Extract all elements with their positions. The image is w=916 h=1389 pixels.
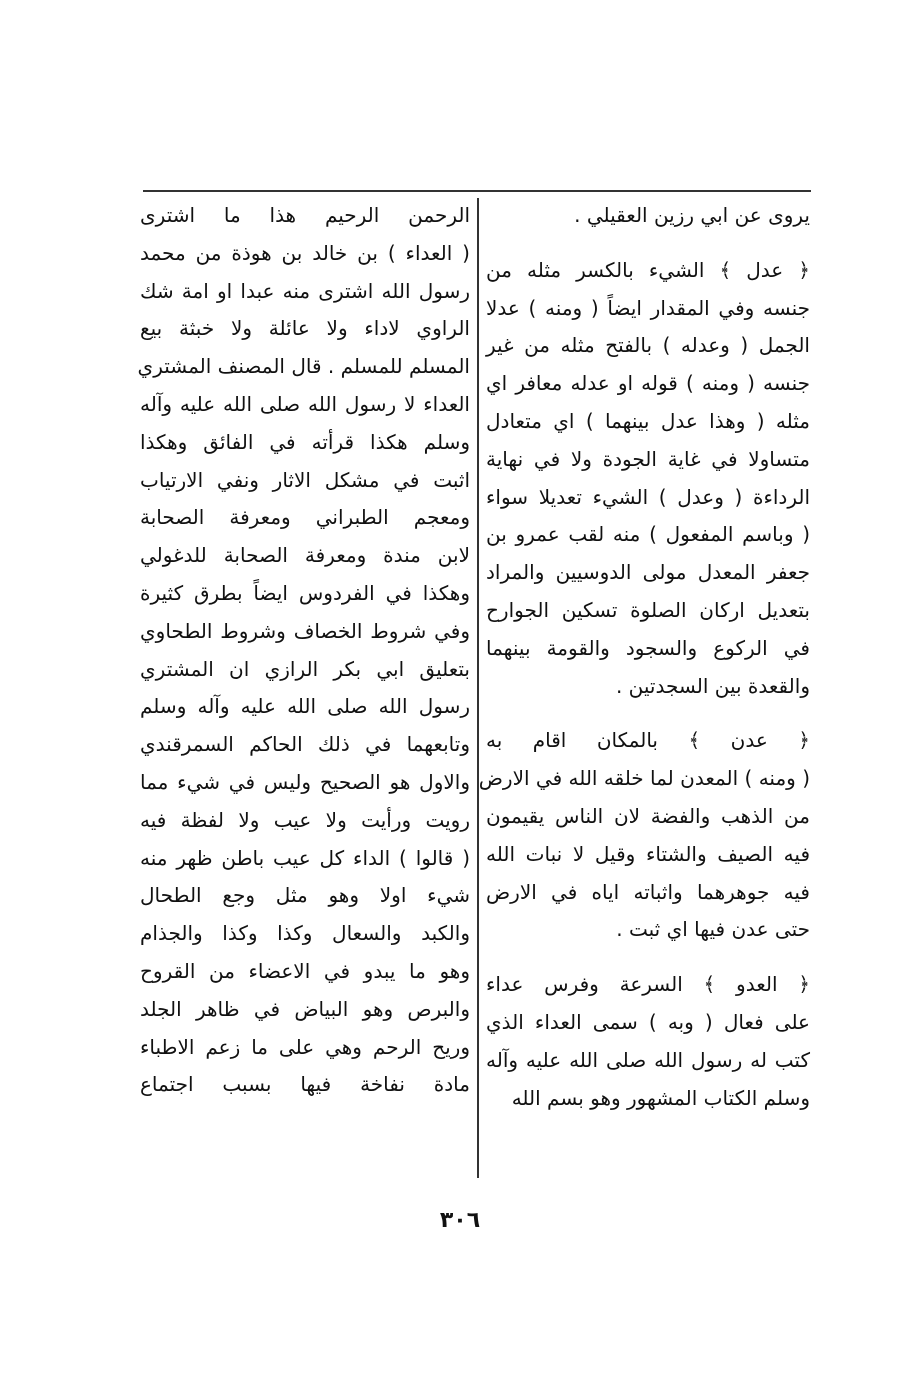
text-line: ومعجم الطبراني ومعرفة الصحابة	[140, 505, 470, 530]
text-line: وسلم هكذا قرأته في الفائق وهكذا	[140, 429, 470, 454]
text-line: ( وباسم المفعول ) منه لقب عمرو بن	[486, 522, 810, 547]
text-line: العداء لا رسول الله صلى الله عليه وآله	[140, 391, 470, 416]
text-line: وريح الرحم وهي على ما زعم الاطباء	[140, 1034, 470, 1059]
text-line: ﴿ عدل ﴾ الشيء بالكسر مثله من	[486, 257, 810, 282]
text-line: وهكذا في الفردوس ايضاً بطرق كثيرة	[140, 580, 470, 605]
text-line: جنسه وفي المقدار ايضاً ( ومنه ) عدلا	[486, 295, 810, 320]
text-line: ﴿ عدن ﴾ بالمكان اقام به	[486, 728, 810, 753]
text-line: رويت ورأيت ولا عيب ولا لفظة فيه	[140, 807, 470, 832]
text-line: رسول الله صلى الله عليه وآله وسلم	[140, 694, 470, 719]
text-line: في الركوع والسجود والقومة بينهما	[486, 635, 810, 660]
text-line: شيء اولا وهو مثل وجع الطحال	[140, 883, 470, 908]
text-line: رسول الله اشترى منه عبدا او امة شك	[140, 278, 470, 303]
text-line: وفي شروط الخصاف وشروط الطحاوي	[140, 618, 470, 643]
text-line: الراوي لاداء ولا عائلة ولا خبثة بيع	[140, 316, 470, 341]
text-line: بتعديل اركان الصلوة تسكين الجوارح	[486, 597, 810, 622]
text-line: وتابعهما في ذلك الحاكم السمرقندي	[140, 732, 470, 757]
text-line: من الذهب والفضة لان الناس يقيمون	[486, 803, 810, 828]
text-line: وسلم الكتاب المشهور وهو بسم الله	[511, 1085, 810, 1110]
text-line: والكبد والسعال وكذا وكذا والجذام	[140, 921, 470, 946]
text-line: المسلم للمسلم . قال المصنف المشتري	[137, 354, 470, 379]
text-line: متساولا في غاية الجودة ولا في نهاية	[486, 446, 810, 471]
paragraph-gap	[486, 949, 810, 966]
paragraph-gap	[486, 705, 810, 722]
text-line: جعفر المعدل مولى الدوسيين والمراد	[486, 560, 810, 585]
page-number: ٣٠٦	[439, 1208, 481, 1233]
text-line: بتعليق ابي بكر الرازي ان المشتري	[140, 656, 470, 681]
text-line: مادة نفاخة فيها بسبب اجتماع	[140, 1072, 470, 1097]
header-rule	[143, 190, 811, 192]
text-line: والاول هو الصحيح وليس في شيء مما	[140, 769, 470, 794]
text-line: على فعال ( وبه ) سمى العداء الذي	[486, 1009, 810, 1034]
text-line: وهو ما يبدو في الاعضاء من القروح	[140, 958, 470, 983]
text-line: الرحمن الرحيم هذا ما اشترى	[140, 203, 470, 227]
text-line: والبرص وهو البياض في ظاهر الجلد	[140, 996, 470, 1021]
right-column	[478, 197, 810, 1117]
text-line: ( قالوا ) الداء كل عيب باطن ظهر منه	[140, 845, 470, 870]
text-line: فيه الصيف والشتاء وقيل لا نبات الله	[486, 841, 810, 866]
text-line: ﴿ العدو ﴾ السرعة وفرس عداء	[486, 972, 810, 997]
text-line: جنسه ( ومنه ) قوله او عدله معافر اي	[486, 371, 810, 396]
text-line: والقعدة بين السجدتين .	[615, 673, 810, 698]
text-line: الجمل ( وعدله ) بالفتح مثله من غير	[486, 333, 810, 358]
text-line: كتب له رسول الله صلى الله عليه وآله	[486, 1047, 810, 1072]
text-line: الرداءة ( وعدل ) الشيء تعديلا سواء	[486, 484, 810, 509]
text-line: اثبت في مشكل الاثار ونفي الارتياب	[140, 467, 470, 492]
left-column	[137, 197, 470, 1104]
paragraph-gap	[486, 235, 810, 252]
text-line: ( العداء ) بن خالد بن هوذة من محمد	[140, 240, 470, 265]
text-line: يروى عن ابي رزين العقيلي .	[574, 203, 810, 227]
text-line: فيه جوهرهما واثباته اياه في الارض	[486, 879, 810, 904]
text-line: ( ومنه ) المعدن لما خلقه الله في الارض	[478, 766, 810, 791]
column-divider	[477, 198, 479, 1178]
text-line: مثله ( وهذا عدل بينهما ) اي متعادل	[486, 408, 810, 433]
text-line: لابن مندة ومعرفة الصحابة للدغولي	[140, 543, 470, 568]
text-line: حتى عدن فيها اي ثبت .	[616, 917, 810, 942]
